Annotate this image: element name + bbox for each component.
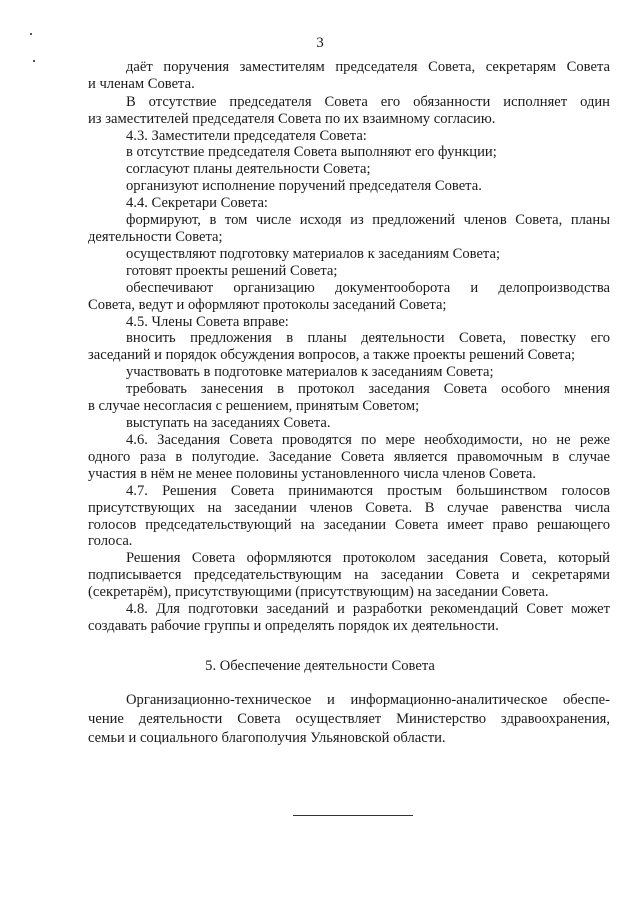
text-line: заседаний и порядок обсуждения вопросов, а также проекты решений Совета; [88, 347, 576, 363]
text-line: деятельности Совета; [88, 229, 223, 245]
text-line: организуют исполнение поручений председателя Совета. [126, 178, 482, 194]
text-line: голоса. [88, 533, 133, 549]
text-line: 4.6. Заседания Совета проводятся по мере необходимости, но не реже [126, 432, 610, 448]
text-line: участия в нём не менее половины установленного числа членов Совета. [88, 466, 537, 482]
text-line: из заместителей председателя Совета по их взаимному согласию. [88, 111, 496, 127]
text-line: создавать рабочие группы и определять порядок их деятельности. [88, 618, 499, 634]
text-line: голосов председательствующий на заседании Совета имеет право решающего [88, 517, 610, 533]
text-line: согласуют планы деятельности Совета; [126, 161, 371, 177]
page-number: 3 [316, 35, 324, 51]
section-heading: 5. Обеспечение деятельности Совета [205, 658, 435, 674]
text-line: семьи и социального благополучия Ульяновской области. [88, 730, 446, 746]
scan-speck [33, 60, 35, 62]
text-line: Организационно-техническое и информационно-аналитическое обеспе- [126, 692, 610, 708]
text-line: и членам Совета. [88, 76, 195, 92]
text-line: 4.7. Решения Совета принимаются простым большинством голосов [126, 483, 610, 499]
text-line: даёт поручения заместителям председателя Совета, секретарям Совета [126, 59, 610, 75]
text-line: Совета, ведут и оформляют протоколы заседаний Совета; [88, 297, 447, 313]
text-line: (секретарём), присутствующими (присутствующим) на заседании Совета. [88, 584, 549, 600]
text-line: 4.4. Секретари Совета: [126, 195, 268, 211]
text-line: 4.8. Для подготовки заседаний и разработки рекомендаций Совет может [126, 601, 610, 617]
text-line: В отсутствие председателя Совета его обязанности исполняет один [126, 94, 610, 110]
text-line: готовят проекты решений Совета; [126, 263, 338, 279]
text-line: участвовать в подготовке материалов к заседаниям Совета; [126, 364, 494, 380]
scan-speck [30, 33, 32, 35]
closing-rule [293, 815, 413, 816]
text-line: присутствующих на заседании членов Совета. В случае равенства числа [88, 500, 610, 516]
text-line: в случае несогласия с решением, принятым Советом; [88, 398, 420, 414]
text-line: требовать занесения в протокол заседания Совета особого мнения [126, 381, 610, 397]
text-line: выступать на заседаниях Совета. [126, 415, 331, 431]
text-line: 4.5. Члены Совета вправе: [126, 314, 289, 330]
text-line: осуществляют подготовку материалов к заседаниям Совета; [126, 246, 501, 262]
text-line: в отсутствие председателя Совета выполняют его функции; [126, 144, 497, 160]
text-line: 4.3. Заместители председателя Совета: [126, 128, 367, 144]
text-line: Решения Совета оформляются протоколом заседания Совета, который [126, 550, 610, 566]
text-line: одного раза в полугодие. Заседание Совета является правомочным в случае [88, 449, 610, 465]
text-line: чение деятельности Совета осуществляет Министерство здравоохранения, [88, 711, 610, 727]
text-line: формируют, в том числе исходя из предложений членов Совета, планы [126, 212, 610, 228]
text-line: обеспечивают организацию документооборота и делопроизводства [126, 280, 610, 296]
text-line: вносить предложения в планы деятельности Совета, повестку его [126, 330, 610, 346]
text-line: подписывается председательствующим на заседании Совета и секретарями [88, 567, 610, 583]
